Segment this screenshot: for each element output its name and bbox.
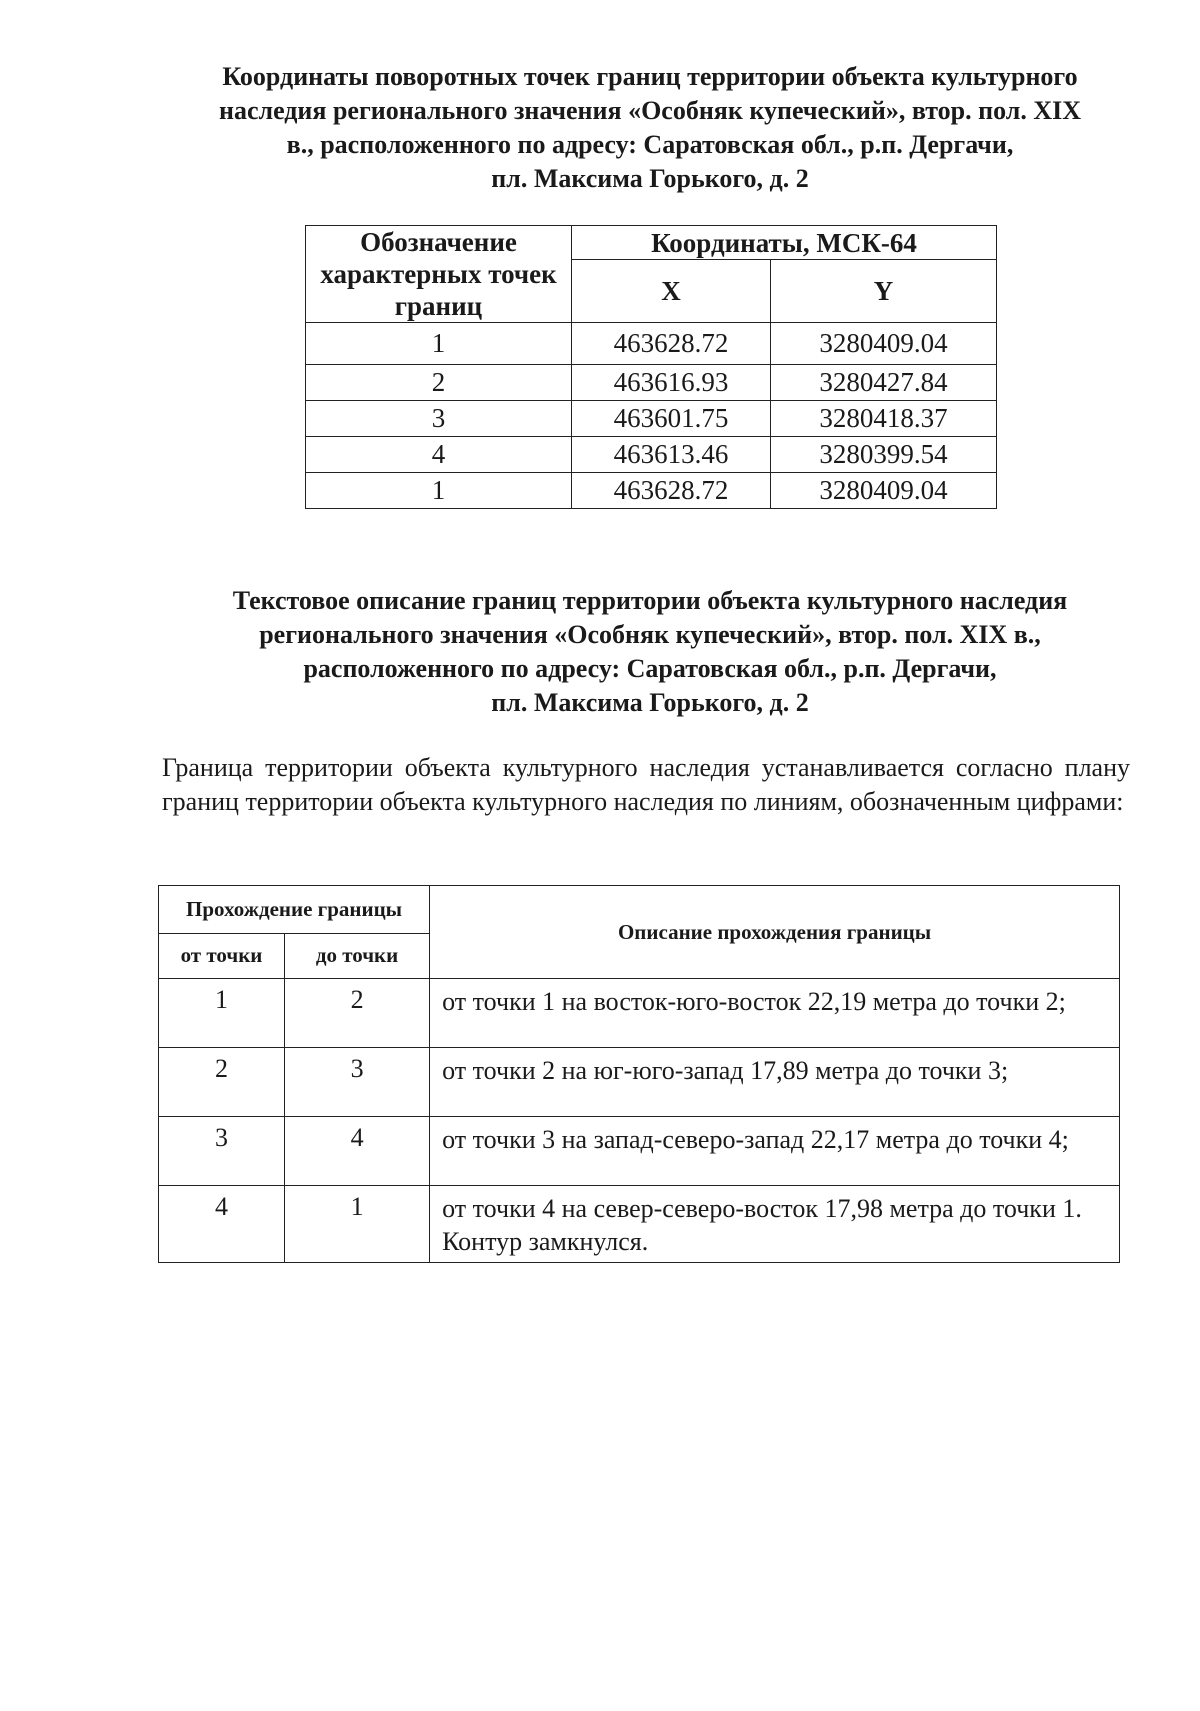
title-line: расположенного по адресу: Саратовская обл., р.п. Дергачи, bbox=[303, 654, 997, 683]
header-point-name: Обозначение характерных точек границ bbox=[306, 226, 572, 323]
from-cell: 2 bbox=[159, 1048, 285, 1117]
table-row bbox=[159, 1048, 1120, 1117]
boundary-description-table bbox=[158, 885, 1120, 1263]
table-row bbox=[306, 401, 997, 437]
header-description: Описание прохождения границы bbox=[430, 886, 1120, 979]
description-cell: от точки 4 на север-северо-восток 17,98 метра до точки 1. Контур замкнулся. bbox=[430, 1186, 1120, 1263]
title-line: пл. Максима Горького, д. 2 bbox=[491, 164, 809, 193]
title-line: наследия регионального значения «Особняк купеческий», втор. пол. XIX bbox=[218, 96, 1082, 125]
point-cell: 2 bbox=[306, 365, 572, 401]
point-cell: 4 bbox=[306, 437, 572, 473]
coordinates-title bbox=[150, 60, 1150, 196]
x-cell: 463616.93 bbox=[572, 365, 771, 401]
header-passage: Прохождение границы bbox=[159, 886, 430, 934]
from-cell: 1 bbox=[159, 979, 285, 1048]
from-cell: 4 bbox=[159, 1186, 285, 1263]
x-cell: 463601.75 bbox=[572, 401, 771, 437]
to-cell: 2 bbox=[285, 979, 430, 1048]
y-cell: 3280399.54 bbox=[771, 437, 997, 473]
header-x: X bbox=[572, 260, 771, 323]
title-line: регионального значения «Особняк купеческий», втор. пол. XIX в., bbox=[259, 620, 1041, 649]
table-row bbox=[159, 1117, 1120, 1186]
table-row bbox=[159, 1186, 1120, 1263]
header-from-point: от точки bbox=[159, 933, 285, 979]
title-line: Текстовое описание границ территории объекта культурного наследия bbox=[232, 586, 1068, 615]
point-cell: 1 bbox=[306, 473, 572, 509]
coordinates-table bbox=[305, 225, 997, 509]
x-cell: 463628.72 bbox=[572, 473, 771, 509]
table-row bbox=[306, 323, 997, 365]
description-cell: от точки 3 на запад-северо-запад 22,17 метра до точки 4; bbox=[430, 1117, 1120, 1186]
table-row bbox=[159, 979, 1120, 1048]
y-cell: 3280427.84 bbox=[771, 365, 997, 401]
description-cell: от точки 1 на восток-юго-восток 22,19 метра до точки 2; bbox=[430, 979, 1120, 1048]
to-cell: 3 bbox=[285, 1048, 430, 1117]
header-coordinates: Координаты, МСК-64 bbox=[572, 226, 997, 260]
description-cell: от точки 2 на юг-юго-запад 17,89 метра до точки 3; bbox=[430, 1048, 1120, 1117]
y-cell: 3280409.04 bbox=[771, 473, 997, 509]
to-cell: 4 bbox=[285, 1117, 430, 1186]
to-cell: 1 bbox=[285, 1186, 430, 1263]
header-y: Y bbox=[771, 260, 997, 323]
point-cell: 3 bbox=[306, 401, 572, 437]
x-cell: 463613.46 bbox=[572, 437, 771, 473]
x-cell: 463628.72 bbox=[572, 323, 771, 365]
header-to-point: до точки bbox=[285, 933, 430, 979]
title-line: в., расположенного по адресу: Саратовская обл., р.п. Дергачи, bbox=[286, 130, 1014, 159]
y-cell: 3280418.37 bbox=[771, 401, 997, 437]
intro-paragraph: Граница территории объекта культурного наследия устанавливается согласно плану границ территории объекта культурного наследия по линиям, обозначенным цифрами: bbox=[162, 753, 1130, 816]
table-row bbox=[306, 437, 997, 473]
table-row bbox=[306, 365, 997, 401]
from-cell: 3 bbox=[159, 1117, 285, 1186]
description-title bbox=[150, 584, 1150, 720]
y-cell: 3280409.04 bbox=[771, 323, 997, 365]
point-cell: 1 bbox=[306, 323, 572, 365]
title-line: Координаты поворотных точек границ территории объекта культурного bbox=[222, 62, 1078, 91]
title-line: пл. Максима Горького, д. 2 bbox=[491, 688, 809, 717]
table-row bbox=[306, 473, 997, 509]
